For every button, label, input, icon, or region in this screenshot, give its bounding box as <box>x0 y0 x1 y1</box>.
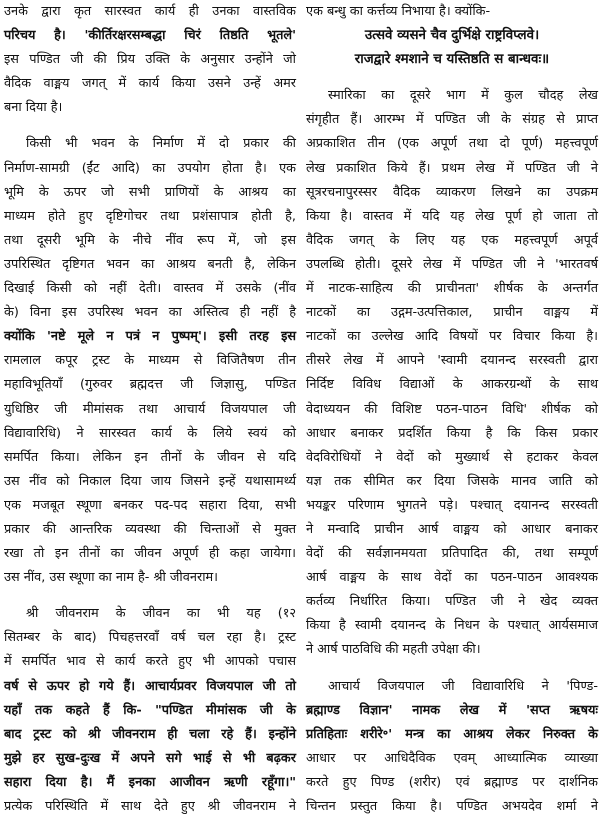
verse-line: उत्सवे व्यसने चैव दुर्भिक्षे राष्ट्रविप्लवे। <box>364 28 540 44</box>
text-line: उनके द्वारा कृत सारस्वत कार्य ही उनका वास्तविक <box>4 4 296 19</box>
text-line: अप्रकाशित तीन (एक अपूर्ण तथा दो पूर्ण) महत्त्वपूर्ण <box>306 136 598 152</box>
text-line: भयङ्कर परिणाम भुगतने पड़े। पश्चात् दयानन्द सरस्वती <box>306 497 598 513</box>
text-line: करते हुए पिण्ड (शरीर) एवं ब्रह्माण्ड पर दार्शनिक <box>306 774 598 790</box>
text-line: बाद ट्रस्ट को श्री जीवनराम ही चला रहे हैं। इन्होंने <box>4 726 296 742</box>
text-line: बना दिया है। <box>4 100 63 116</box>
paragraph-0 <box>306 0 598 24</box>
text-line: चिन्तन प्रस्तुत किया है। पण्डित अभयदेव शर्मा ने <box>306 799 598 814</box>
text-line: परिचय है। 'कीर्तिरक्षरसम्बद्धा चिरं तिष्ठति भूतले' <box>4 28 296 44</box>
paragraph-1 <box>306 84 598 662</box>
text-line: रखा तो इन तीनों का जीवन अपूर्ण ही कहा जायेगा। <box>4 546 296 562</box>
text-line: के) विना इस उपरिस्थ भवन का अस्तित्व ही नहीं है <box>4 305 296 321</box>
paragraph-gap <box>306 72 598 84</box>
sanskrit-verse <box>306 24 598 72</box>
text-line: वैदिक जगत् के लिए यह एक महत्त्वपूर्ण अपूर्व <box>306 232 598 248</box>
text-line: में नाटक-साहित्य की प्राचीनता' शीर्षक के अन्तर्गत <box>306 281 598 297</box>
text-line: संगृहीत हैं। आरम्भ में पण्डित जी के संग्रह से प्राप्त <box>306 112 598 128</box>
text-line: सितम्बर के बाद) पिचहत्तरवाँ वर्ष चल रहा है। ट्रस्ट <box>4 630 296 646</box>
text-line: उपरिस्थित दृष्टिगत भवन का आश्रय बनती है, लेकिन <box>4 256 296 272</box>
verse-line: राजद्वारे श्मशाने च यस्तिष्ठति स बान्धवः॥ <box>354 52 550 68</box>
text-line: किया है स्वामी दयानन्द के निधन के पश्चात् आर्यसमाज <box>306 618 598 634</box>
right-column <box>306 0 598 814</box>
text-line: किया है। वास्तव में यदि यह लेख पूर्ण हो जाता तो <box>306 208 598 224</box>
text-line: निर्दिष्ट विविध विद्याओं के आकरग्रन्थों के साथ <box>306 377 598 393</box>
text-line: मुझे हर सुख-दुःख में अपने सगे भाई से भी बढ़कर <box>4 750 296 766</box>
text-line: तीसरे लेख में आपने 'स्वामी दयानन्द सरस्वती द्वारा <box>306 353 598 369</box>
text-line: तथा दूसरी भूमि के नीचे नींव रूप में, जो इस <box>4 232 296 248</box>
text-line: विद्यावारिधि) ने सारस्वत कार्य के लिये स्वयं को <box>4 425 296 441</box>
text-line: आर्ष वाङ्मय के साथ वेदों का पठन-पाठन आवश्यक <box>306 570 598 586</box>
text-line: क्योंकि 'नष्टे मूले न पत्रं न पुष्पम्'। इसी तरह इस <box>4 329 296 345</box>
text-line: सूत्ररचनापुरस्सर वैदिक व्याकरण लिखने का उपक्रम <box>306 184 598 200</box>
text-line: यज्ञ तक सीमित कर दिया जिसके मानव जाति को <box>306 473 598 489</box>
text-line: ने मन्वादि प्राचीन आर्ष वाङ्मय को आधार बनाकर <box>306 521 598 537</box>
text-line: स्मारिका का दूसरे भाग में कुल चौदह लेख <box>328 88 598 104</box>
text-line: आधार पर आधिदैविक एवम् आध्यात्मिक व्याख्या <box>306 750 598 766</box>
text-line: नाटकों का उल्लेख आदि विषयों पर विचार किया है। <box>306 329 598 345</box>
text-line: वेदाध्ययन की विशिष्ट पठन-पाठन विधि' शीर्षक को <box>306 401 598 417</box>
text-line: श्री जीवनराम के जीवन का भी यह (१२ <box>26 606 296 622</box>
text-line: वेदविरोधियों ने वेदों को मुख्यार्थ से हटाकर केवल <box>306 449 598 465</box>
text-line: वैदिक वाङ्मय जगत् में कार्य किया उसने उन्हें अमर <box>4 76 296 92</box>
text-line: किसी भी भवन के निर्माण में दो प्रकार की <box>26 136 296 152</box>
text-line: माध्यम होते हुए दृष्टिगोचर तथा प्रशंसापात्र होती है, <box>4 208 296 224</box>
text-line: एक बन्धु का कर्त्तव्य निभाया है। क्योंकि- <box>306 4 491 19</box>
text-line: आधार बनाकर प्रदर्शित किया है कि किस प्रकार <box>306 425 598 441</box>
text-line: ने आर्ष पाठविधि की महती उपेक्षा की। <box>306 642 481 658</box>
text-line: प्रत्येक परिस्थिति में साथ देते हुए श्री जीवनराम ने <box>4 799 296 814</box>
paragraph-gap <box>4 590 296 602</box>
text-line: उस नींव को निकाल दिया जाय जिसने इन्हें यथासामर्थ्य <box>4 473 296 489</box>
text-line: में समर्पित भाव से कार्य करते हुए भी आपको पचास <box>4 654 296 670</box>
text-line: महाविभूतियाँ (गुरुवर ब्रह्मदत्त जी जिज्ञासु, पण्डित <box>4 377 296 393</box>
text-line: समर्पित किया। लेकिन इन तीनों के जीवन से यदि <box>4 449 296 465</box>
text-line: सहारा दिया है। मैं इनका आजीवन ऋणी रहूँगा।" <box>4 774 296 790</box>
text-line: निर्माण-सामग्री (ईंट आदि) का उपयोग होता है। एक <box>4 160 296 176</box>
paragraph-3 <box>4 602 296 819</box>
text-line: उस नींव, उस स्थूणा का नाम है- श्री जीवनराम। <box>4 570 219 586</box>
text-line: प्रतिहिताः शरीरे॰' मन्त्र का आश्रय लेकर निरुक्त के <box>306 726 598 742</box>
paragraph-gap <box>4 120 296 132</box>
text-line: एक मजबूत स्थूणा बनकर पद-पद सहारा दिया, सभी <box>4 497 296 513</box>
text-line: दिखाई किसी को नहीं देती। वास्तव में उसके (नींव <box>4 281 296 297</box>
text-line: वर्ष से ऊपर हो गये हैं। आचार्यप्रवर विजयपाल जी तो <box>4 678 296 694</box>
left-column <box>4 0 296 814</box>
text-line: प्रकार की आन्तरिक व्यवस्था की चिन्ताओं से मुक्त <box>4 521 296 537</box>
text-line: यहाँ तक कहते हैं कि- "पण्डित मीमांसक जी के <box>4 702 296 718</box>
text-line: आचार्य विजयपाल जी विद्यावारिधि ने 'पिण्ड- <box>328 678 598 694</box>
text-line: इस पण्डित जी की प्रिय उक्ति के अनुसार उन्होंने जो <box>4 52 296 68</box>
paragraph-1 <box>4 0 296 120</box>
paragraph-2 <box>306 675 598 819</box>
text-line: भूमि के ऊपर जो सभी प्राणियों के आश्रय का <box>4 184 296 200</box>
text-line: नाटकों का उद्गम-उत्पत्तिकाल, प्राचीन वाङ्मय में <box>306 305 598 321</box>
paragraph-gap <box>306 663 598 675</box>
text-line: वेदों की सर्वज्ञानमयता प्रतिपादित की, तथा सम्पूर्ण <box>306 546 598 562</box>
text-line: उपलब्धि होती। दूसरे लेख में पण्डित जी ने 'भारतवर्ष <box>306 256 598 272</box>
text-line: ब्रह्माण्ड विज्ञान' नामक लेख में 'सप्त ऋषयः <box>306 702 598 718</box>
text-line: युधिष्ठिर जी मीमांसक तथा आचार्य विजयपाल जी <box>4 401 296 417</box>
text-line: लेख प्रकाशित किये हैं। प्रथम लेख में पण्डित जी ने <box>306 160 598 176</box>
paragraph-2 <box>4 132 296 590</box>
text-line: रामलाल कपूर ट्रस्ट के माध्यम से विजितैषण तीन <box>4 353 296 369</box>
text-line: कर्तव्य निर्धारित किया। पण्डित जी ने खेद व्यक्त <box>306 594 598 610</box>
